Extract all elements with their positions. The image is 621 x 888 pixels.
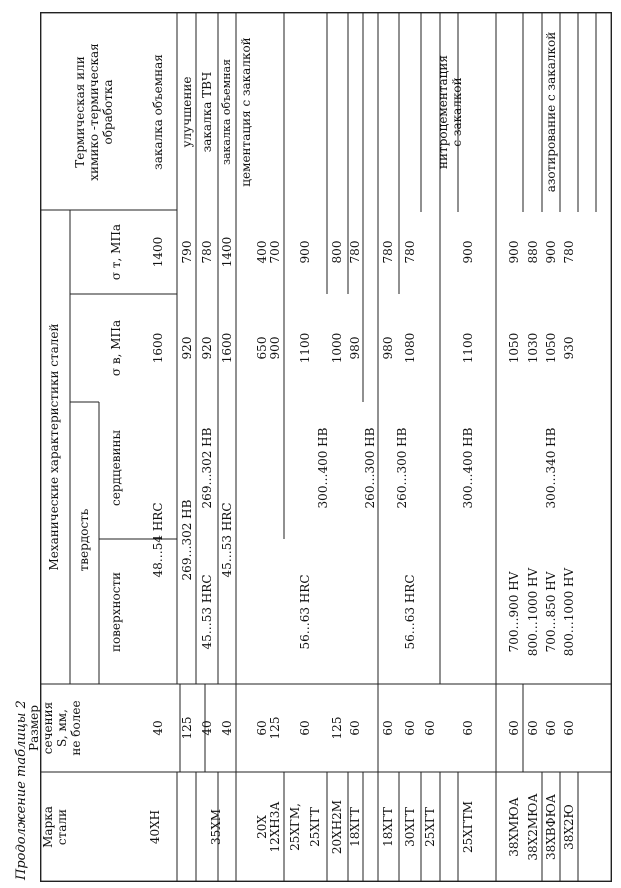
- size-cell: 60: [298, 720, 312, 736]
- header-grade: Марка стали: [41, 806, 69, 848]
- size-cell: 60: [526, 720, 540, 736]
- surface-cell: 56…63 HRC: [298, 574, 312, 650]
- surface-cell: 56…63 HRC: [403, 574, 417, 650]
- sigma-t-cell: 900: [298, 240, 312, 264]
- grade-cell: 20Х: [255, 815, 269, 839]
- sigma-b-cell: 980: [381, 336, 395, 360]
- steel-properties-table: [27, 12, 612, 882]
- size-cell: 60: [423, 720, 437, 736]
- sigma-t-cell: 790: [180, 240, 194, 264]
- surface-cell: 800…1000 HV: [526, 567, 540, 657]
- size-cell: 60: [544, 720, 558, 736]
- sigma-b-cell: 1030: [526, 332, 540, 364]
- treatment-cell: нитроцементация с закалкой: [436, 55, 464, 169]
- sigma-b-cell: 1100: [298, 332, 312, 364]
- sigma-b-cell: 900: [268, 336, 282, 360]
- sigma-t-cell: 700: [268, 240, 282, 264]
- grade-cell: 38Х2Ю: [562, 804, 576, 850]
- header-surface: поверхности: [109, 571, 123, 653]
- sigma-b-cell: 1050: [544, 332, 558, 364]
- size-cell: 40: [220, 720, 234, 736]
- sigma-t-cell: 1400: [220, 236, 234, 268]
- core-cell: 260…300 НВ: [363, 427, 377, 509]
- grade-cell: 25ХГТ: [308, 807, 322, 847]
- hardness-cell: 45…53 HRC: [220, 502, 234, 578]
- header-mechanical: Механические характеристики сталей: [47, 323, 61, 571]
- sigma-b-cell: 920: [200, 336, 214, 360]
- size-cell: 60: [348, 720, 362, 736]
- hardness-cell: 45…53 HRC: [200, 574, 214, 650]
- size-cell: 40: [200, 720, 214, 736]
- size-cell: 60: [562, 720, 576, 736]
- surface-cell: 700…850 HV: [544, 571, 558, 653]
- header-sigma-b: σ в, МПа: [109, 319, 123, 377]
- core-cell: 300…400 НВ: [316, 427, 330, 509]
- grade-cell: 38ХМЮА: [507, 797, 521, 857]
- sigma-t-cell: 780: [562, 240, 576, 264]
- grade-cell: 25ХГМ,: [288, 803, 302, 851]
- hardness-cell: 269…302 НВ: [200, 427, 214, 509]
- size-cell: 60: [403, 720, 417, 736]
- size-cell: 60: [461, 720, 475, 736]
- sigma-b-cell: 1080: [403, 332, 417, 364]
- treatment-cell: закалка ТВЧ: [200, 71, 214, 153]
- size-cell: 125: [180, 716, 194, 740]
- treatment-cell: закалка объемная: [151, 54, 165, 170]
- header-sigma-t: σ т, МПа: [109, 223, 123, 281]
- sigma-b-cell: 1600: [220, 332, 234, 364]
- table-caption: Продолжение таблицы 2: [14, 700, 29, 880]
- size-cell: 60: [381, 720, 395, 736]
- grade-cell: 38Х2МЮА: [526, 793, 540, 861]
- grade-cell: 18ХГТ: [381, 807, 395, 847]
- grade-cell: 25ХГТМ: [461, 800, 475, 854]
- sigma-t-cell: 780: [403, 240, 417, 264]
- sigma-t-cell: 780: [200, 240, 214, 264]
- sigma-t-cell: 780: [381, 240, 395, 264]
- grade-35xm: 35ХМ: [209, 808, 223, 846]
- sigma-b-cell: 920: [180, 336, 194, 360]
- grade-cell: 30ХГТ: [403, 807, 417, 847]
- size-cell: 60: [507, 720, 521, 736]
- core-cell: 300…340 НВ: [544, 427, 558, 509]
- header-hardness: твердость: [77, 508, 91, 572]
- surface-cell: 700…900 HV: [507, 571, 521, 653]
- sigma-b-cell: 1100: [461, 332, 475, 364]
- hardness-cell: 269…302 НВ: [180, 499, 194, 581]
- grade-cell: 20ХН2М: [330, 799, 344, 855]
- size-cell: 60: [255, 720, 269, 736]
- sigma-b-cell: 650: [255, 336, 269, 360]
- treatment-cell: азотирование с закалкой: [544, 31, 558, 193]
- grade-cell: 25ХГТ: [423, 807, 437, 847]
- grade-cell: 18ХГТ: [348, 807, 362, 847]
- core-cell: 300…400 НВ: [461, 427, 475, 509]
- header-size: Размер сечения S, мм, не более: [27, 700, 83, 756]
- hardness-cell: 48…54 HRC: [151, 502, 165, 578]
- sigma-b-cell: 1600: [151, 332, 165, 364]
- sigma-t-cell: 400: [255, 240, 269, 264]
- grade-40xn: 40ХН: [148, 809, 162, 845]
- grade-cell: 12ХН3А: [268, 801, 282, 853]
- header-treatment: Термическая или химико -термическая обработка: [73, 43, 115, 181]
- sigma-t-cell: 780: [348, 240, 362, 264]
- size-cell: 40: [151, 720, 165, 736]
- sigma-b-cell: 1000: [330, 332, 344, 364]
- grade-cell: 38ХВФЮА: [544, 794, 558, 860]
- sigma-b-cell: 1050: [507, 332, 521, 364]
- sigma-t-cell: 900: [461, 240, 475, 264]
- sigma-t-cell: 900: [507, 240, 521, 264]
- sigma-t-cell: 800: [330, 240, 344, 264]
- treatment-cell: улучшение: [180, 76, 194, 148]
- sigma-b-cell: 930: [562, 336, 576, 360]
- sigma-t-cell: 1400: [151, 236, 165, 268]
- surface-cell: 800…1000 HV: [562, 567, 576, 657]
- core-cell: 260…300 НВ: [395, 427, 409, 509]
- sigma-t-cell: 900: [544, 240, 558, 264]
- size-cell: 125: [330, 716, 344, 740]
- sigma-b-cell: 980: [348, 336, 362, 360]
- size-cell: 125: [268, 716, 282, 740]
- sigma-t-cell: 880: [526, 240, 540, 264]
- treatment-cell: цементация с закалкой: [239, 37, 253, 187]
- treatment-cell: закалка объемная: [220, 58, 233, 166]
- header-core: сердцевины: [109, 429, 123, 507]
